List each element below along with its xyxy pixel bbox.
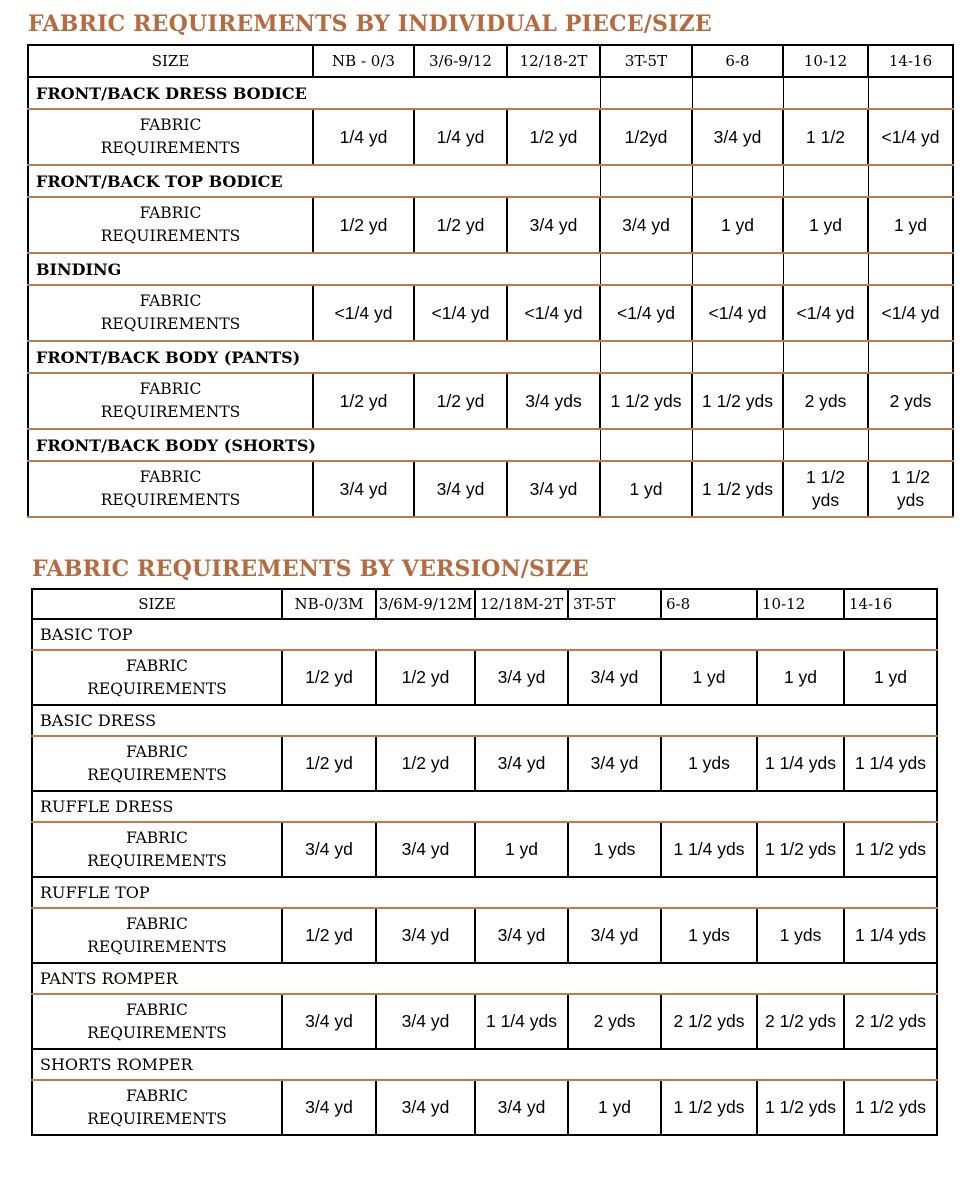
label-line: REQUIREMENTS: [100, 227, 241, 245]
label-line: REQUIREMENTS: [100, 139, 241, 157]
section-row: [28, 429, 953, 461]
requirement-value: 1/2 yd: [376, 736, 475, 791]
requirement-value-line: 1 1/2: [891, 467, 930, 487]
requirement-value: 1 1/4 yds: [757, 736, 844, 791]
requirements-row: [32, 822, 937, 877]
requirement-value: 3/4 yd: [414, 461, 507, 517]
requirement-value: 1 1/2 yds: [757, 1080, 844, 1135]
section-row: [32, 791, 937, 822]
requirements-row: [32, 1080, 937, 1135]
section-row: [28, 253, 953, 285]
empty-cell: [783, 77, 868, 109]
size-header-row: [32, 589, 937, 619]
requirement-value: 3/4 yd: [282, 1080, 376, 1135]
fabric-requirements-label: [28, 109, 313, 165]
label-line: FABRIC: [139, 116, 202, 134]
section-name: RUFFLE DRESS: [32, 791, 937, 822]
section-name: BINDING: [28, 253, 600, 285]
label-line: REQUIREMENTS: [87, 1023, 227, 1042]
requirement-value: <1/4 yd: [868, 109, 953, 165]
requirement-value: 3/4 yd: [507, 197, 600, 253]
requirement-value: 1 yd: [868, 197, 953, 253]
requirement-value: 1 yd: [783, 197, 868, 253]
requirement-value: 1 1/2 yds: [692, 461, 783, 517]
section-row: [32, 877, 937, 908]
label-line: FABRIC: [126, 828, 188, 847]
empty-cell: [600, 341, 692, 373]
empty-cell: [868, 253, 953, 285]
requirement-value: 3/4 yd: [475, 1080, 568, 1135]
requirement-value: <1/4 yd: [313, 285, 414, 341]
requirement-value: 3/4 yd: [600, 197, 692, 253]
empty-cell: [868, 341, 953, 373]
size-column-header: 6-8: [692, 45, 783, 77]
requirement-value: 1/2 yd: [313, 373, 414, 429]
fabric-requirements-label: [32, 908, 282, 963]
requirement-value: 3/4 yd: [475, 650, 568, 705]
label-line: FABRIC: [126, 1000, 188, 1019]
requirement-value: 1 yds: [568, 822, 661, 877]
size-header: SIZE: [28, 45, 313, 77]
requirements-row: [28, 461, 953, 517]
size-column-header: 14-16: [844, 589, 937, 619]
empty-cell: [783, 429, 868, 461]
requirement-value: 3/4 yd: [568, 908, 661, 963]
section-name: RUFFLE TOP: [32, 877, 937, 908]
size-column-header: 12/18M-2T: [475, 589, 568, 619]
label-line: FABRIC: [126, 1086, 188, 1105]
requirements-row: [32, 908, 937, 963]
fabric-requirements-label: [32, 1080, 282, 1135]
requirement-value: 1 yd: [844, 650, 937, 705]
label-line: REQUIREMENTS: [100, 403, 241, 421]
requirement-value: 1 yds: [757, 908, 844, 963]
fabric-requirements-label: [28, 197, 313, 253]
label-line: REQUIREMENTS: [87, 851, 227, 870]
requirement-value: 1/2 yd: [507, 109, 600, 165]
size-column-header: 10-12: [757, 589, 844, 619]
requirement-value: 2 yds: [783, 373, 868, 429]
requirement-value-line: yds: [811, 490, 840, 510]
requirement-value: 1 1/4 yds: [844, 736, 937, 791]
requirement-value: 1 yd: [475, 822, 568, 877]
size-column-header: 3/6M-9/12M: [376, 589, 475, 619]
requirement-value: 1 yds: [661, 908, 757, 963]
section-name: FRONT/BACK BODY (PANTS): [28, 341, 600, 373]
requirement-value: 1/2yd: [600, 109, 692, 165]
requirement-value: 3/4 yd: [376, 1080, 475, 1135]
label-line: REQUIREMENTS: [100, 315, 241, 333]
size-column-header: NB-0/3M: [282, 589, 376, 619]
requirements-row: [32, 736, 937, 791]
label-line: FABRIC: [126, 914, 188, 933]
size-header-row: [28, 45, 953, 77]
requirement-value: <1/4 yd: [507, 285, 600, 341]
requirements-row: [32, 994, 937, 1049]
requirement-value: [783, 461, 868, 517]
label-line: REQUIREMENTS: [87, 937, 227, 956]
requirement-value: <1/4 yd: [783, 285, 868, 341]
requirement-value: 1/2 yd: [282, 650, 376, 705]
requirement-value: 1 yd: [600, 461, 692, 517]
requirement-value: 1/4 yd: [313, 109, 414, 165]
fabric-requirements-label: [28, 373, 313, 429]
requirement-value: <1/4 yd: [600, 285, 692, 341]
requirement-value: 3/4 yd: [282, 822, 376, 877]
fabric-requirements-label: [32, 994, 282, 1049]
label-line: REQUIREMENTS: [100, 491, 241, 509]
requirement-value: 1/4 yd: [414, 109, 507, 165]
requirement-value: 1/2 yd: [376, 650, 475, 705]
requirement-value: 3/4 yd: [475, 736, 568, 791]
requirements-row: [32, 650, 937, 705]
section-row: [32, 619, 937, 650]
requirement-value: 3/4 yds: [507, 373, 600, 429]
requirement-value: 1 1/2 yds: [844, 1080, 937, 1135]
requirement-value: 1 1/4 yds: [844, 908, 937, 963]
fabric-requirements-label: [28, 461, 313, 517]
section-name: FRONT/BACK BODY (SHORTS): [28, 429, 600, 461]
fabric-requirements-label: [32, 650, 282, 705]
label-line: FABRIC: [139, 380, 202, 398]
empty-cell: [868, 77, 953, 109]
size-column-header: 3/6-9/12: [414, 45, 507, 77]
piece-requirements-table: [27, 44, 954, 518]
version-table-title: FABRIC REQUIREMENTS BY VERSION/SIZE: [32, 556, 589, 582]
section-row: [28, 165, 953, 197]
requirements-row: [28, 285, 953, 341]
requirement-value: 1 1/2: [783, 109, 868, 165]
requirement-value: 3/4 yd: [568, 650, 661, 705]
requirement-value: 1 yds: [661, 736, 757, 791]
empty-cell: [692, 429, 783, 461]
requirement-value: 3/4 yd: [376, 994, 475, 1049]
empty-cell: [692, 77, 783, 109]
requirement-value: 1 yd: [757, 650, 844, 705]
size-column-header: NB - 0/3: [313, 45, 414, 77]
requirement-value: 2 1/2 yds: [844, 994, 937, 1049]
size-column-header: 10-12: [783, 45, 868, 77]
label-line: FABRIC: [139, 204, 202, 222]
empty-cell: [868, 429, 953, 461]
requirement-value-line: 1 1/2: [806, 467, 845, 487]
label-line: FABRIC: [139, 468, 202, 486]
requirement-value: 3/4 yd: [282, 994, 376, 1049]
requirement-value: 1 yd: [661, 650, 757, 705]
label-line: REQUIREMENTS: [87, 765, 227, 784]
requirement-value: <1/4 yd: [868, 285, 953, 341]
requirement-value: 1 1/2 yds: [661, 1080, 757, 1135]
requirement-value: 1/2 yd: [313, 197, 414, 253]
size-column-header: 6-8: [661, 589, 757, 619]
size-header: SIZE: [32, 589, 282, 619]
requirement-value: 3/4 yd: [568, 736, 661, 791]
empty-cell: [600, 253, 692, 285]
requirement-value: 1/2 yd: [414, 197, 507, 253]
empty-cell: [783, 165, 868, 197]
size-column-header: 3T-5T: [568, 589, 661, 619]
size-column-header: 12/18-2T: [507, 45, 600, 77]
section-row: [32, 963, 937, 994]
requirement-value: 3/4 yd: [376, 822, 475, 877]
requirement-value: 1 1/4 yds: [661, 822, 757, 877]
requirement-value: 1/2 yd: [282, 908, 376, 963]
version-requirements-table: [31, 588, 938, 1136]
label-line: FABRIC: [126, 742, 188, 761]
requirements-row: [28, 109, 953, 165]
section-row: [32, 1049, 937, 1080]
requirement-value: <1/4 yd: [692, 285, 783, 341]
requirement-value: 1 1/2 yds: [844, 822, 937, 877]
size-column-header: 3T-5T: [600, 45, 692, 77]
requirements-row: [28, 197, 953, 253]
requirement-value: 1 1/2 yds: [692, 373, 783, 429]
requirement-value: 1/2 yd: [414, 373, 507, 429]
section-name: SHORTS ROMPER: [32, 1049, 937, 1080]
requirement-value: 2 1/2 yds: [661, 994, 757, 1049]
empty-cell: [692, 165, 783, 197]
requirement-value: 3/4 yd: [507, 461, 600, 517]
fabric-requirements-label: [28, 285, 313, 341]
requirement-value: 2 1/2 yds: [757, 994, 844, 1049]
requirements-row: [28, 373, 953, 429]
size-column-header: 14-16: [868, 45, 953, 77]
requirement-value: 1 yd: [568, 1080, 661, 1135]
label-line: REQUIREMENTS: [87, 679, 227, 698]
empty-cell: [783, 253, 868, 285]
empty-cell: [600, 165, 692, 197]
requirement-value-line: yds: [896, 490, 925, 510]
section-name: FRONT/BACK DRESS BODICE: [28, 77, 600, 109]
requirement-value: 2 yds: [568, 994, 661, 1049]
requirement-value: 1 1/4 yds: [475, 994, 568, 1049]
requirement-value: 1/2 yd: [282, 736, 376, 791]
empty-cell: [783, 341, 868, 373]
requirement-value: 3/4 yd: [376, 908, 475, 963]
empty-cell: [692, 253, 783, 285]
requirement-value: 1 1/2 yds: [757, 822, 844, 877]
requirement-value: <1/4 yd: [414, 285, 507, 341]
requirement-value: 3/4 yd: [475, 908, 568, 963]
empty-cell: [692, 341, 783, 373]
section-name: BASIC TOP: [32, 619, 937, 650]
section-row: [32, 705, 937, 736]
requirement-value: 3/4 yd: [313, 461, 414, 517]
requirement-value: 1 yd: [692, 197, 783, 253]
piece-table-title: FABRIC REQUIREMENTS BY INDIVIDUAL PIECE/SIZE: [28, 11, 712, 37]
empty-cell: [600, 429, 692, 461]
empty-cell: [868, 165, 953, 197]
fabric-requirements-label: [32, 822, 282, 877]
label-line: FABRIC: [139, 292, 202, 310]
fabric-requirements-label: [32, 736, 282, 791]
section-name: BASIC DRESS: [32, 705, 937, 736]
label-line: FABRIC: [126, 656, 188, 675]
section-row: [28, 77, 953, 109]
requirement-value: [868, 461, 953, 517]
label-line: REQUIREMENTS: [87, 1109, 227, 1128]
requirement-value: 2 yds: [868, 373, 953, 429]
section-name: FRONT/BACK TOP BODICE: [28, 165, 600, 197]
requirement-value: 3/4 yd: [692, 109, 783, 165]
empty-cell: [600, 77, 692, 109]
section-row: [28, 341, 953, 373]
section-name: PANTS ROMPER: [32, 963, 937, 994]
requirement-value: 1 1/2 yds: [600, 373, 692, 429]
